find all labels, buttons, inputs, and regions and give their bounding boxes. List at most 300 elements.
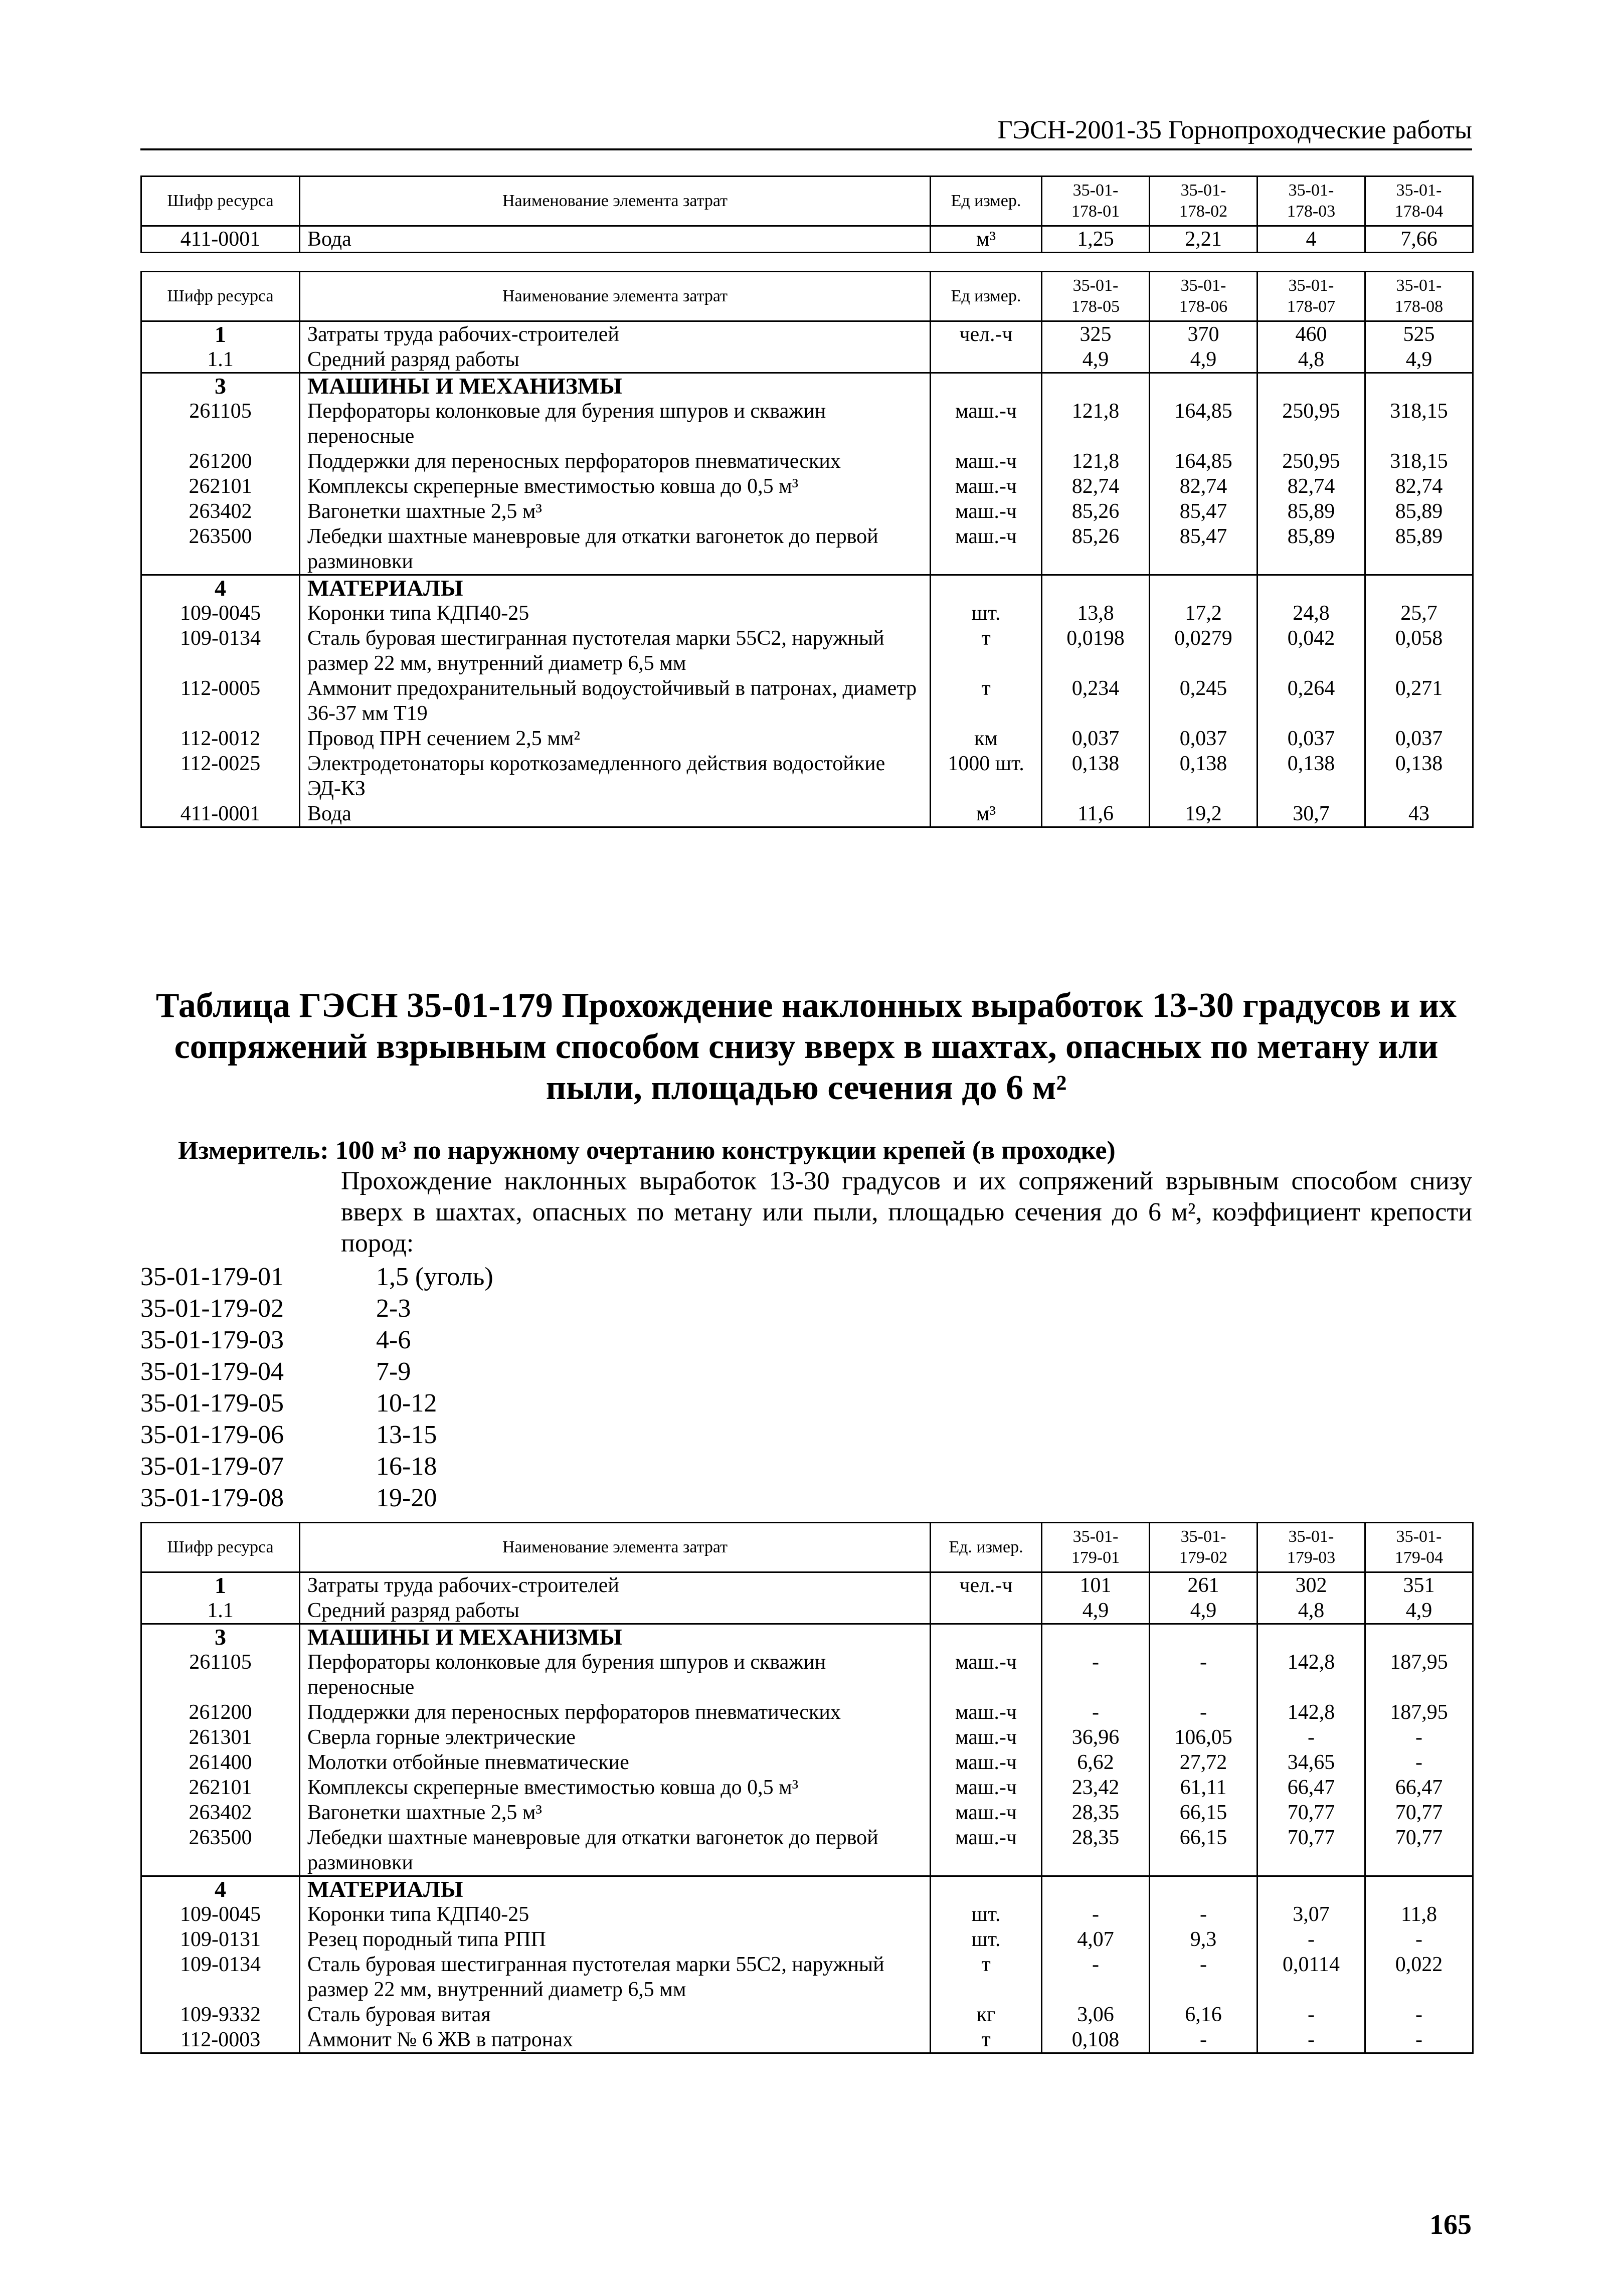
resource-code: 261105 <box>141 1650 300 1700</box>
resource-unit: маш.-ч <box>931 1825 1042 1876</box>
rate-code: 35-01-179-03 <box>140 1326 284 1354</box>
resource-value: 0,245 <box>1150 676 1257 726</box>
resource-name: Сталь буровая витая <box>300 2002 931 2027</box>
resource-table-178-a <box>140 175 1474 253</box>
rate-code: 35-01-179-08 <box>140 1484 284 1512</box>
resource-value: 0,108 <box>1042 2027 1150 2053</box>
resource-value: 70,77 <box>1257 1825 1365 1876</box>
resource-code: 262101 <box>141 1775 300 1800</box>
table-row <box>141 1825 1473 1876</box>
resource-value: 11,8 <box>1365 1902 1473 1927</box>
resource-value: - <box>1257 1927 1365 1952</box>
resource-unit <box>931 347 1042 373</box>
resource-value: 66,15 <box>1150 1825 1257 1876</box>
resource-value <box>1150 1624 1257 1650</box>
table-row <box>141 2002 1473 2027</box>
resource-value <box>1042 373 1150 399</box>
resource-value: 85,89 <box>1257 499 1365 524</box>
resource-code: 261105 <box>141 399 300 449</box>
resource-code: 4 <box>141 575 300 601</box>
col-header-code: Шифр ресурса <box>141 1523 300 1572</box>
resource-value: 261 <box>1150 1572 1257 1599</box>
table-row <box>141 1927 1473 1952</box>
resource-unit: маш.-ч <box>931 474 1042 499</box>
section-heading: МАТЕРИАЛЫ <box>300 575 931 601</box>
resource-value: 302 <box>1257 1572 1365 1599</box>
rate-code: 35-01-179-04 <box>140 1357 284 1386</box>
resource-value: 70,77 <box>1257 1800 1365 1825</box>
resource-value: 2,21 <box>1150 226 1257 253</box>
resource-value: 4,9 <box>1150 1598 1257 1624</box>
resource-value: 325 <box>1042 321 1150 347</box>
rate-code-item <box>140 1451 493 1482</box>
resource-value: 85,47 <box>1150 524 1257 575</box>
rate-code: 35-01-179-02 <box>140 1294 284 1323</box>
resource-value: 82,74 <box>1257 474 1365 499</box>
col-header-rate: 35-01- 178-07 <box>1257 272 1365 321</box>
resource-code: 3 <box>141 1624 300 1650</box>
resource-value: 17,2 <box>1150 601 1257 626</box>
resource-value: - <box>1365 2002 1473 2027</box>
resource-unit: 1000 шт. <box>931 751 1042 801</box>
resource-value: 66,47 <box>1257 1775 1365 1800</box>
rate-code: 35-01-179-01 <box>140 1263 284 1291</box>
resource-name: Сверла горные электрические <box>300 1725 931 1750</box>
table-row <box>141 676 1473 726</box>
resource-unit: маш.-ч <box>931 399 1042 449</box>
resource-value: 4,9 <box>1042 347 1150 373</box>
resource-code: 263402 <box>141 1800 300 1825</box>
table-row <box>141 1700 1473 1725</box>
resource-value: 7,66 <box>1365 226 1473 253</box>
resource-code: 1.1 <box>141 347 300 373</box>
resource-value: 0,037 <box>1150 726 1257 751</box>
resource-value: - <box>1150 1650 1257 1700</box>
table-row <box>141 626 1473 676</box>
col-header-rate: 35-01- 178-04 <box>1365 176 1473 226</box>
resource-value: 85,47 <box>1150 499 1257 524</box>
resource-value: 1,25 <box>1042 226 1150 253</box>
resource-code: 1 <box>141 1572 300 1599</box>
resource-value: 6,62 <box>1042 1750 1150 1775</box>
resource-code: 263402 <box>141 499 300 524</box>
table-row <box>141 347 1473 373</box>
resource-value: 0,138 <box>1365 751 1473 801</box>
resource-value: - <box>1365 2027 1473 2053</box>
resource-value <box>1042 1876 1150 1902</box>
resource-value: 0,271 <box>1365 676 1473 726</box>
resource-name: Сталь буровая шестигранная пустотелая марки 55С2, наружный размер 22 мм, внутренний диаметр 6,5 мм <box>300 1952 931 2002</box>
resource-unit <box>931 1598 1042 1624</box>
resource-name: Поддержки для переносных перфораторов пневматических <box>300 1700 931 1725</box>
resource-unit: кг <box>931 2002 1042 2027</box>
resource-value: 3,06 <box>1042 2002 1150 2027</box>
table-row <box>141 1952 1473 2002</box>
col-header-rate: 35-01- 179-01 <box>1042 1523 1150 1572</box>
resource-value: 28,35 <box>1042 1825 1150 1876</box>
resource-value: 164,85 <box>1150 449 1257 474</box>
resource-unit: маш.-ч <box>931 1700 1042 1725</box>
resource-name: Комплексы скреперные вместимостью ковша до 0,5 м³ <box>300 1775 931 1800</box>
resource-code: 109-0045 <box>141 601 300 626</box>
resource-value: - <box>1150 1952 1257 2002</box>
resource-unit: т <box>931 676 1042 726</box>
resource-unit: шт. <box>931 601 1042 626</box>
resource-value: - <box>1257 1725 1365 1750</box>
resource-value: - <box>1257 2002 1365 2027</box>
rate-code-item <box>140 1387 493 1419</box>
rate-code-item <box>140 1261 493 1293</box>
resource-value: 4,9 <box>1365 347 1473 373</box>
resource-value: 6,16 <box>1150 2002 1257 2027</box>
table-row <box>141 449 1473 474</box>
resource-unit: маш.-ч <box>931 1750 1042 1775</box>
resource-value: 3,07 <box>1257 1902 1365 1927</box>
resource-code: 411-0001 <box>141 226 300 253</box>
measure-value: 100 м³ по наружному очертанию конструкции крепей (в проходке) <box>335 1136 1116 1165</box>
resource-value: 4,9 <box>1042 1598 1150 1624</box>
measure-label: Измеритель: <box>178 1136 329 1165</box>
resource-value: - <box>1150 2027 1257 2053</box>
resource-unit: маш.-ч <box>931 1775 1042 1800</box>
table-row <box>141 1800 1473 1825</box>
resource-value: 25,7 <box>1365 601 1473 626</box>
resource-value: 4,9 <box>1365 1598 1473 1624</box>
resource-value: - <box>1365 1750 1473 1775</box>
rate-code-value: 4-6 <box>376 1326 411 1354</box>
resource-value: 0,234 <box>1042 676 1150 726</box>
resource-value: 70,77 <box>1365 1800 1473 1825</box>
resource-value: 61,11 <box>1150 1775 1257 1800</box>
resource-name: Коронки типа КДП40-25 <box>300 1902 931 1927</box>
resource-unit: маш.-ч <box>931 1650 1042 1700</box>
table-row <box>141 2027 1473 2053</box>
resource-value: 82,74 <box>1365 474 1473 499</box>
resource-value: 164,85 <box>1150 399 1257 449</box>
resource-value: - <box>1257 2027 1365 2053</box>
rate-code-list <box>140 1261 493 1514</box>
resource-value: 85,89 <box>1365 499 1473 524</box>
page-number: 165 <box>1429 2209 1472 2240</box>
resource-value <box>1365 373 1473 399</box>
col-header-rate: 35-01- 179-04 <box>1365 1523 1473 1572</box>
resource-name: Аммонит предохранительный водоустойчивый в патронах, диаметр 36-37 мм Т19 <box>300 676 931 726</box>
resource-value: - <box>1042 1700 1150 1725</box>
resource-code: 109-0131 <box>141 1927 300 1952</box>
col-header-rate: 35-01- 179-02 <box>1150 1523 1257 1572</box>
col-header-unit: Ед измер. <box>931 272 1042 321</box>
col-header-rate: 35-01- 178-02 <box>1150 176 1257 226</box>
resource-code: 112-0012 <box>141 726 300 751</box>
resource-value: 85,26 <box>1042 499 1150 524</box>
resource-name: Молотки отбойные пневматические <box>300 1750 931 1775</box>
resource-value: 19,2 <box>1150 801 1257 827</box>
resource-value: 0,058 <box>1365 626 1473 676</box>
resource-value: 11,6 <box>1042 801 1150 827</box>
rate-code-item <box>140 1293 493 1324</box>
rate-code-value: 2-3 <box>376 1294 411 1323</box>
col-header-name: Наименование элемента затрат <box>300 176 931 226</box>
rate-code-item <box>140 1356 493 1387</box>
measure-line <box>178 1136 1116 1166</box>
resource-value <box>1365 1624 1473 1650</box>
section-heading: МАШИНЫ И МЕХАНИЗМЫ <box>300 1624 931 1650</box>
table-title: Таблица ГЭСН 35-01-179 Прохождение наклонных выработок 13-30 градусов и их сопряжений взрывным способом снизу вверх в шахтах, опасных по метану или пыли, площадью сечения до 6 м² <box>155 986 1457 1107</box>
resource-value: 0,138 <box>1150 751 1257 801</box>
resource-name: Комплексы скреперные вместимостью ковша до 0,5 м³ <box>300 474 931 499</box>
resource-value: 34,65 <box>1257 1750 1365 1775</box>
resource-name: Сталь буровая шестигранная пустотелая марки 55С2, наружный размер 22 мм, внутренний диаметр 6,5 мм <box>300 626 931 676</box>
rate-code-item <box>140 1324 493 1356</box>
rate-code: 35-01-179-06 <box>140 1421 284 1449</box>
col-header-rate: 35-01- 179-03 <box>1257 1523 1365 1572</box>
resource-name: Аммонит № 6 ЖВ в патронах <box>300 2027 931 2053</box>
resource-value: 0,022 <box>1365 1952 1473 2002</box>
col-header-rate: 35-01- 178-08 <box>1365 272 1473 321</box>
resource-name: Вагонетки шахтные 2,5 м³ <box>300 499 931 524</box>
resource-value <box>1257 1624 1365 1650</box>
rate-code-value: 1,5 (уголь) <box>376 1263 493 1291</box>
resource-code: 261200 <box>141 1700 300 1725</box>
resource-value: 24,8 <box>1257 601 1365 626</box>
resource-value: 351 <box>1365 1572 1473 1599</box>
resource-code: 263500 <box>141 524 300 575</box>
col-header-rate: 35-01- 178-01 <box>1042 176 1150 226</box>
resource-name: Вода <box>300 226 931 253</box>
resource-value: 4,9 <box>1150 347 1257 373</box>
resource-value: 250,95 <box>1257 449 1365 474</box>
resource-unit: шт. <box>931 1927 1042 1952</box>
resource-unit: чел.-ч <box>931 321 1042 347</box>
resource-value: 23,42 <box>1042 1775 1150 1800</box>
resource-value: - <box>1150 1700 1257 1725</box>
resource-value: 101 <box>1042 1572 1150 1599</box>
resource-name: Поддержки для переносных перфораторов пневматических <box>300 449 931 474</box>
resource-value: 0,264 <box>1257 676 1365 726</box>
resource-table-179 <box>140 1522 1474 2054</box>
resource-name: Средний разряд работы <box>300 347 931 373</box>
rate-code-value: 16-18 <box>376 1452 437 1481</box>
resource-unit: маш.-ч <box>931 1725 1042 1750</box>
resource-unit: маш.-ч <box>931 1800 1042 1825</box>
resource-unit <box>931 373 1042 399</box>
resource-unit <box>931 1624 1042 1650</box>
resource-code: 1 <box>141 321 300 347</box>
resource-value: - <box>1150 1902 1257 1927</box>
rate-code-value: 19-20 <box>376 1484 437 1512</box>
table-row <box>141 1572 1473 1599</box>
resource-value <box>1042 1624 1150 1650</box>
rate-code: 35-01-179-05 <box>140 1389 284 1418</box>
col-header-rate: 35-01- 178-05 <box>1042 272 1150 321</box>
resource-value <box>1257 1876 1365 1902</box>
resource-code: 112-0025 <box>141 751 300 801</box>
resource-value: - <box>1042 1952 1150 2002</box>
resource-value: 187,95 <box>1365 1700 1473 1725</box>
resource-unit: км <box>931 726 1042 751</box>
resource-value <box>1257 373 1365 399</box>
resource-name: Средний разряд работы <box>300 1598 931 1624</box>
resource-unit: м³ <box>931 226 1042 253</box>
table-row <box>141 1750 1473 1775</box>
table-row <box>141 1598 1473 1624</box>
resource-name: Вода <box>300 801 931 827</box>
resource-unit: т <box>931 2027 1042 2053</box>
resource-value: 525 <box>1365 321 1473 347</box>
col-header-name: Наименование элемента затрат <box>300 1523 931 1572</box>
resource-value <box>1365 575 1473 601</box>
table-description: Прохождение наклонных выработок 13-30 градусов и их сопряжений взрывным способом снизу вверх в шахтах, опасных по метану или пыли, площадью сечения до 6 м², коэффициент крепости пород: <box>341 1167 1472 1258</box>
resource-unit: маш.-ч <box>931 449 1042 474</box>
resource-code: 109-0134 <box>141 1952 300 2002</box>
resource-code: 109-0134 <box>141 626 300 676</box>
resource-value: 43 <box>1365 801 1473 827</box>
table-row <box>141 474 1473 499</box>
resource-unit <box>931 1876 1042 1902</box>
resource-name: Затраты труда рабочих-строителей <box>300 1572 931 1599</box>
resource-value: 0,037 <box>1365 726 1473 751</box>
table-row <box>141 1624 1473 1650</box>
resource-code: 263500 <box>141 1825 300 1876</box>
resource-value <box>1257 575 1365 601</box>
resource-value: - <box>1365 1725 1473 1750</box>
resource-value: 85,89 <box>1257 524 1365 575</box>
resource-unit: м³ <box>931 801 1042 827</box>
resource-code: 109-0045 <box>141 1902 300 1927</box>
resource-value: 318,15 <box>1365 449 1473 474</box>
resource-value <box>1365 1876 1473 1902</box>
rate-code-item <box>140 1482 493 1514</box>
resource-value: 0,037 <box>1042 726 1150 751</box>
resource-value: 82,74 <box>1150 474 1257 499</box>
resource-code: 261301 <box>141 1725 300 1750</box>
resource-code: 261200 <box>141 449 300 474</box>
resource-value: 121,8 <box>1042 449 1150 474</box>
section-heading: МАШИНЫ И МЕХАНИЗМЫ <box>300 373 931 399</box>
resource-name: Вагонетки шахтные 2,5 м³ <box>300 1800 931 1825</box>
resource-name: Лебедки шахтные маневровые для откатки вагонеток до первой разминовки <box>300 524 931 575</box>
resource-value: 27,72 <box>1150 1750 1257 1775</box>
table-row <box>141 373 1473 399</box>
resource-value: 30,7 <box>1257 801 1365 827</box>
table-row <box>141 726 1473 751</box>
resource-value: 0,0198 <box>1042 626 1150 676</box>
resource-code: 109-9332 <box>141 2002 300 2027</box>
table-row <box>141 321 1473 347</box>
resource-value: 66,47 <box>1365 1775 1473 1800</box>
rate-code-value: 10-12 <box>376 1389 437 1418</box>
col-header-code: Шифр ресурса <box>141 272 300 321</box>
resource-value: 4,8 <box>1257 1598 1365 1624</box>
resource-value: - <box>1042 1650 1150 1700</box>
rate-code-value: 13-15 <box>376 1421 437 1449</box>
resource-table-178-b <box>140 271 1474 828</box>
resource-value <box>1150 1876 1257 1902</box>
resource-unit: маш.-ч <box>931 499 1042 524</box>
resource-name: Электродетонаторы короткозамедленного действия водостойкие ЭД-КЗ <box>300 751 931 801</box>
col-header-code: Шифр ресурса <box>141 176 300 226</box>
table-row <box>141 399 1473 449</box>
resource-code: 261400 <box>141 1750 300 1775</box>
resource-code: 262101 <box>141 474 300 499</box>
table-row <box>141 801 1473 827</box>
col-header-name: Наименование элемента затрат <box>300 272 931 321</box>
col-header-rate: 35-01- 178-06 <box>1150 272 1257 321</box>
table-row <box>141 1902 1473 1927</box>
resource-value: 0,138 <box>1042 751 1150 801</box>
resource-value: 187,95 <box>1365 1650 1473 1700</box>
resource-name: Перфораторы колонковые для бурения шпуров и скважин переносные <box>300 399 931 449</box>
resource-value: 0,0114 <box>1257 1952 1365 2002</box>
resource-value: 9,3 <box>1150 1927 1257 1952</box>
resource-value: 36,96 <box>1042 1725 1150 1750</box>
resource-value: 0,0279 <box>1150 626 1257 676</box>
resource-value: 4 <box>1257 226 1365 253</box>
resource-code: 4 <box>141 1876 300 1902</box>
rate-code-value: 7-9 <box>376 1357 411 1386</box>
table-row <box>141 499 1473 524</box>
resource-value: 85,89 <box>1365 524 1473 575</box>
resource-value: 318,15 <box>1365 399 1473 449</box>
resource-value: 85,26 <box>1042 524 1150 575</box>
resource-value: 106,05 <box>1150 1725 1257 1750</box>
resource-value: 66,15 <box>1150 1800 1257 1825</box>
table-row <box>141 1650 1473 1700</box>
resource-code: 1.1 <box>141 1598 300 1624</box>
resource-value: 4,07 <box>1042 1927 1150 1952</box>
col-header-unit: Ед. измер. <box>931 1523 1042 1572</box>
resource-value: - <box>1042 1902 1150 1927</box>
table-row <box>141 524 1473 575</box>
resource-value: 250,95 <box>1257 399 1365 449</box>
resource-value: 4,8 <box>1257 347 1365 373</box>
table-row <box>141 575 1473 601</box>
resource-value: 142,8 <box>1257 1650 1365 1700</box>
resource-value: 70,77 <box>1365 1825 1473 1876</box>
resource-code: 112-0005 <box>141 676 300 726</box>
resource-value: 370 <box>1150 321 1257 347</box>
resource-unit: шт. <box>931 1902 1042 1927</box>
resource-unit: маш.-ч <box>931 524 1042 575</box>
resource-unit: т <box>931 626 1042 676</box>
resource-value: - <box>1365 1927 1473 1952</box>
table-row <box>141 601 1473 626</box>
resource-value: 28,35 <box>1042 1800 1150 1825</box>
resource-name: Коронки типа КДП40-25 <box>300 601 931 626</box>
resource-code: 411-0001 <box>141 801 300 827</box>
section-heading: МАТЕРИАЛЫ <box>300 1876 931 1902</box>
rate-code-item <box>140 1419 493 1451</box>
resource-value: 82,74 <box>1042 474 1150 499</box>
table-row <box>141 1775 1473 1800</box>
resource-unit <box>931 575 1042 601</box>
resource-value: 142,8 <box>1257 1700 1365 1725</box>
resource-value: 121,8 <box>1042 399 1150 449</box>
resource-value: 0,042 <box>1257 626 1365 676</box>
table-row <box>141 751 1473 801</box>
col-header-rate: 35-01- 178-03 <box>1257 176 1365 226</box>
resource-value: 460 <box>1257 321 1365 347</box>
resource-name: Затраты труда рабочих-строителей <box>300 321 931 347</box>
resource-name: Лебедки шахтные маневровые для откатки вагонеток до первой разминовки <box>300 1825 931 1876</box>
resource-value <box>1042 575 1150 601</box>
resource-code: 3 <box>141 373 300 399</box>
table-row <box>141 1725 1473 1750</box>
running-header: ГЭСН-2001-35 Горнопроходческие работы <box>140 115 1472 150</box>
resource-code: 112-0003 <box>141 2027 300 2053</box>
resource-name: Резец породный типа РПП <box>300 1927 931 1952</box>
resource-value <box>1150 373 1257 399</box>
